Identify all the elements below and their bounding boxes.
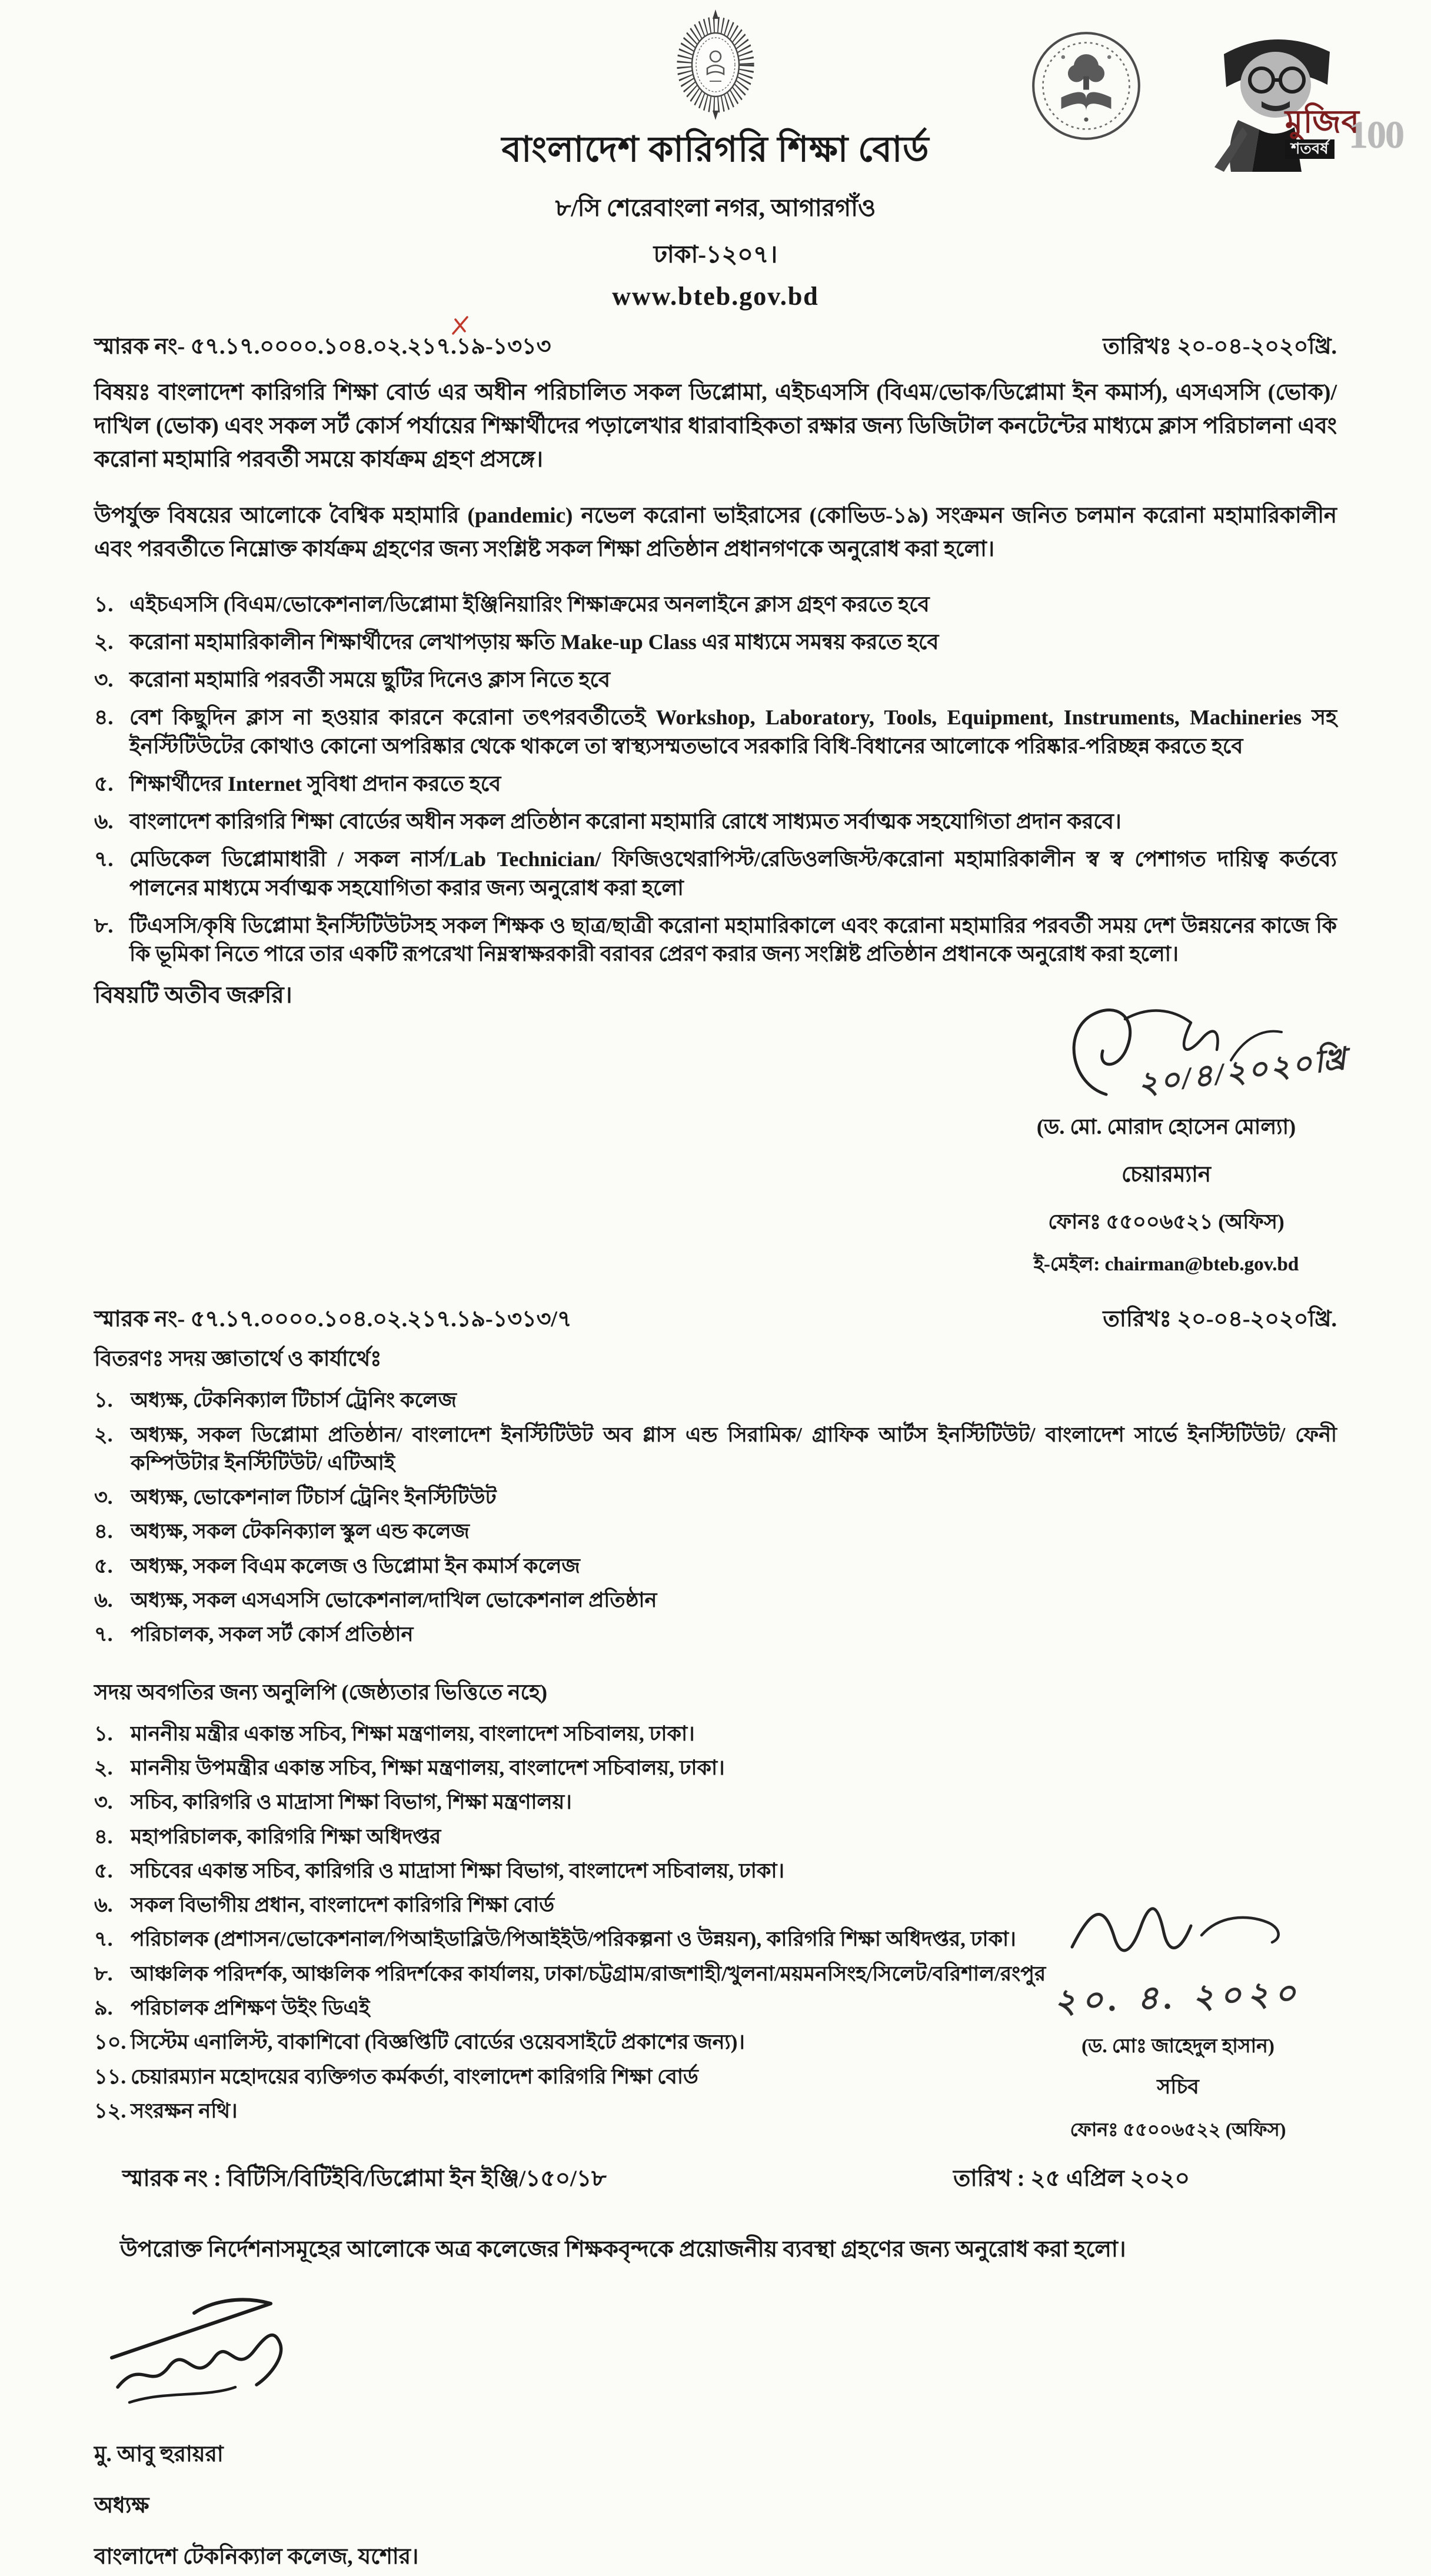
item-number: ৭. (94, 1928, 113, 1951)
item-number: ৪. (94, 1520, 113, 1543)
item-text: অধ্যক্ষ, সকল ডিপ্লোমা প্রতিষ্ঠান/ বাংলাদেশ ইনস্টিটিউট অব গ্লাস এন্ড সিরামিক/ গ্রাফিক আর্টস ইনস্টিটিউট/ বাংলাদেশ সার্ভে ইনস্টিটিউট/ ফেনী কম্পিউটার ইনস্টিটিউট/ এটিআই (131, 1423, 1337, 1475)
cc-item (94, 1788, 1337, 1816)
body-paragraph: উপর্যুক্ত বিষয়ের আলোকে বৈশ্বিক মহামারি (pandemic) নভেল করোনা ভাইরাসের (কোভিড-১৯) সংক্রমন জনিত চলমান করোনা মহামারিকালীন এবং পরবর্তীতে নিম্নোক্ত কার্যক্রম গ্রহণের জন্য সংশ্লিষ্ট সকল শিক্ষা প্রতিষ্ঠান প্রধানগণকে অনুরোধ করা হলো। (94, 504, 1337, 562)
item-number: ৮. (94, 913, 114, 937)
distribution-item (94, 1421, 1337, 1478)
item-text: মাননীয় উপমন্ত্রীর একান্ত সচিব, শিক্ষা মন্ত্রণালয়, বাংলাদেশ সচিবালয়, ঢাকা। (131, 1756, 725, 1779)
item-text: সচিবের একান্ত সচিব, কারিগরি ও মাদ্রাসা শিক্ষা বিভাগ, বাংলাদেশ সচিবালয়, ঢাকা। (131, 1859, 784, 1882)
item-number: ১. (94, 1389, 113, 1412)
mujib-100-number: 100 (1349, 114, 1403, 157)
chairman-email: ই-মেইল: chairman@bteb.gov.bd (1033, 1254, 1299, 1276)
distribution-heading: বিতরণঃ সদয় জ্ঞাতার্থে ও কার্যার্থেঃ (94, 1347, 382, 1371)
item-text: সংরক্ষন নথি। (131, 2099, 238, 2122)
item-number: ৫. (94, 771, 114, 796)
distribution-item (94, 1386, 1337, 1415)
bteb-sunburst-seal-icon (654, 9, 777, 120)
item-number: ৬. (94, 1589, 113, 1612)
chairman-handwritten-date: ২০/৪/২০২০খ্রি (1136, 1042, 1350, 1101)
item-number: ২. (94, 1756, 113, 1779)
principal-org: বাংলাদেশ টেকনিক্যাল কলেজ, যশোর। (94, 2545, 419, 2570)
item-number: ৫. (94, 1859, 113, 1882)
item-number: ৪. (94, 1825, 113, 1848)
cc-item (94, 1857, 1337, 1885)
item-text: পরিচালক, সকল সর্ট কোর্স প্রতিষ্ঠান (131, 1623, 414, 1646)
cc-item (94, 1823, 1337, 1851)
org-address-line2: ঢাকা-১২০৭। (653, 241, 778, 268)
memo-date: তারিখঃ ২০-০৪-২০২০খ্রি. (1103, 1307, 1337, 1332)
memo-date: তারিখঃ ২০-০৪-২০২০খ্রি. (1103, 334, 1337, 359)
secretary-name: (ড. মোঃ জাহেদুল হাসান) (1081, 2035, 1274, 2057)
distribution-list (94, 1386, 1337, 1649)
principal-signature-block (94, 2287, 1337, 2576)
distribution-item (94, 1552, 1337, 1580)
item-number: ১. (94, 1722, 113, 1745)
item-text: মাননীয় মন্ত্রীর একান্ত সচিব, শিক্ষা মন্ত্রণালয়, বাংলাদেশ সচিবালয়, ঢাকা। (131, 1722, 695, 1745)
item-number: ২. (94, 630, 114, 654)
mujib-word: মুজিব (1285, 104, 1360, 140)
item-number: ৩. (94, 1790, 113, 1814)
directive-item (94, 665, 1337, 694)
principal-name: মু. আবু হুরায়রা (94, 2442, 224, 2467)
item-text: এইচএসসি (বিএম/ভোকেশনাল/ডিপ্লোমা ইঞ্জিনিয়ারিং শিক্ষাক্রমের অনলাইনে ক্লাস গ্রহণ করতে হবে (129, 592, 930, 616)
directive-item (94, 911, 1337, 968)
directive-item (94, 590, 1337, 618)
distribution-item (94, 1483, 1337, 1512)
item-number: ৩. (94, 668, 114, 692)
secretary-signature-block (1025, 1888, 1331, 2146)
distribution-item (94, 1620, 1337, 1649)
memo-row-2 (94, 1302, 1337, 1339)
secretary-title: সচিব (1157, 2075, 1199, 2098)
directive-item (94, 770, 1337, 798)
item-text: অধ্যক্ষ, ভোকেশনাল টিচার্স ট্রেনিং ইনস্টিটিউট (131, 1486, 497, 1509)
item-text: আঞ্চলিক পরিদর্শক, আঞ্চলিক পরিদর্শকের কার্যালয়, ঢাকা/চট্টগ্রাম/রাজশাহী/খুলনা/ময়মনসিংহ/সিলেট/বরিশাল/রংপুর (131, 1962, 1046, 1985)
secretary-phone: ফোনঃ ৫৫০০৬৫২২ (অফিস) (1070, 2118, 1286, 2140)
item-number: ৭. (94, 847, 114, 871)
item-text: অধ্যক্ষ, টেকনিক্যাল টিচার্স ট্রেনিং কলেজ (131, 1389, 457, 1412)
distribution-item (94, 1517, 1337, 1546)
item-number: ৪. (94, 705, 114, 730)
education-board-round-seal-icon (1029, 28, 1144, 144)
mujib-100-wordmark (1285, 104, 1403, 159)
memo-row-1 (94, 329, 1337, 367)
urgent-note: বিষয়টি অতীব জরুরি। (94, 983, 292, 1009)
secretary-signature-icon (1060, 1888, 1296, 1971)
secretary-handwritten-date: ২০. ৪. ২০২০ (1053, 1975, 1303, 2020)
item-text: অধ্যক্ষ, সকল টেকনিক্যাল স্কুল এন্ড কলেজ (131, 1520, 470, 1543)
item-number: ১০. (94, 2031, 127, 2054)
secretary-signature-area (1025, 1888, 1331, 1976)
item-text: করোনা মহামারি পরবর্তী সময়ে ছুটির দিনেও ক্লাস নিতে হবে (129, 668, 610, 692)
chairman-signature-block (1001, 996, 1350, 1282)
subject-line: বিষয়ঃ বাংলাদেশ কারিগরি শিক্ষা বোর্ড এর অধীন পরিচালিত সকল ডিপ্লোমা, এইচএসসি (বিএম/ভোক/ডিপ্লোমা ইন কমার্স), এসএসসি (ভোক)/দাখিল (ভোক) এবং সকল সর্ট কোর্স পর্যায়ের শিক্ষার্থীদের পড়ালেখার ধারাবাহিকতা রক্ষার জন্য ডিজিটাল কনটেন্টের মাধ্যমে ক্লাস পরিচালনা এবং করোনা মহামারি পরবর্তী সময়ে কার্যক্রম গ্রহণ প্রসঙ্গে। (94, 380, 1337, 472)
item-text: বাংলাদেশ কারিগরি শিক্ষা বোর্ডের অধীন সকল প্রতিষ্ঠান করোনা মহামারি রোধে সাধ্যমত সর্বাত্মক সহযোগিতা প্রদান করবে। (129, 810, 1121, 834)
directive-list (94, 590, 1337, 969)
principal-signature-icon (94, 2287, 377, 2422)
item-number: ১২. (94, 2099, 127, 2122)
directive-item (94, 807, 1337, 836)
cc-heading: সদয় অবগতির জন্য অনুলিপি (জেষ্ঠ্যতার ভিত্তিতে নহে) (94, 1680, 547, 1704)
item-number: ৮. (94, 1962, 113, 1985)
memo-row-3 (94, 2161, 1337, 2199)
mujib-100-logo (1191, 28, 1403, 175)
item-number: ১১. (94, 2065, 127, 2088)
item-text: টিএসসি/কৃষি ডিপ্লোমা ইনস্টিটিউটসহ সকল শিক্ষক ও ছাত্র/ছাত্রী করোনা মহামারিকালে এবং করোনা মহামারির পরবর্তী সময় দেশ উন্নয়নের কাজে কি কি ভূমিকা নিতে পারে তার একটি রূপরেখা নিম্নস্বাক্ষরকারী বরাবর প্রেরণ করার জন্য সংশ্লিষ্ট প্রতিষ্ঠান প্রধানকে অনুরোধ করা হলো। (129, 913, 1337, 966)
chairman-name: (ড. মো. মোরাদ হোসেন মোল্যা) (1036, 1115, 1296, 1139)
memo-number: স্মারক নং : বিটিসি/বিটিইবি/ডিপ্লোমা ইন ইঞ্জি/১৫০/১৮ (122, 2166, 607, 2192)
item-text: শিক্ষার্থীদের Internet সুবিধা প্রদান করতে হবে (129, 771, 501, 796)
memo-number: স্মারক নং- ৫৭.১৭.০০০০.১০৪.০২.২১৭.১৯-১৩১৩ (94, 334, 551, 359)
org-address-line1: ৮/সি শেরেবাংলা নগর, আগারগাঁও (555, 194, 876, 221)
directive-item (94, 703, 1337, 760)
cc-item (94, 1720, 1337, 1748)
item-text: মহাপরিচালক, কারিগরি শিক্ষা অধিদপ্তর (131, 1825, 441, 1848)
chairman-signature-area (1001, 996, 1350, 1107)
item-number: ২. (94, 1423, 113, 1446)
cc-item (94, 1754, 1337, 1782)
memo-number: স্মারক নং- ৫৭.১৭.০০০০.১০৪.০২.২১৭.১৯-১৩১৩/৭ (94, 1307, 572, 1332)
distribution-item (94, 1586, 1337, 1615)
shotoborsho-word: শতবর্ষ (1285, 139, 1335, 159)
chairman-title: চেয়ারম্যান (1121, 1163, 1211, 1187)
item-text: অধ্যক্ষ, সকল এসএসসি ভোকেশনাল/দাখিল ভোকেশনাল প্রতিষ্ঠান (131, 1589, 657, 1612)
item-text: চেয়ারম্যান মহোদয়ের ব্যক্তিগত কর্মকর্তা, বাংলাদেশ কারিগরি শিক্ষা বোর্ড (131, 2065, 698, 2088)
item-number: ৬. (94, 810, 114, 834)
item-text: সিস্টেম এনালিস্ট, বাকাশিবো (বিজ্ঞপ্তিটি বোর্ডের ওয়েবসাইটে প্রকাশের জন্য)। (131, 2031, 745, 2054)
item-text: পরিচালক (প্রশাসন/ভোকেশনাল/পিআইডাব্লিউ/পিআইইউ/পরিকল্পনা ও উন্নয়ন), কারিগরি শিক্ষা অধিদপ্তর, ঢাকা। (131, 1928, 1016, 1951)
cc-section (94, 1676, 1337, 2140)
directive-item (94, 628, 1337, 656)
forwarding-note: উপরোক্ত নির্দেশনাসমূহের আলোকে অত্র কলেজের শিক্ষকবৃন্দকে প্রয়োজনীয় ব্যবস্থা গ্রহণের জন্য অনুরোধ করা হলো। (120, 2237, 1126, 2262)
memo-date: তারিখ : ২৫ এপ্রিল ২০২০ (953, 2166, 1190, 2192)
principal-title: অধ্যক্ষ (94, 2494, 149, 2518)
item-text: করোনা মহামারিকালীন শিক্ষার্থীদের লেখাপড়ায় ক্ষতি Make-up Class এর মাধ্যমে সমন্বয় করতে হবে (129, 630, 939, 654)
chairman-phone: ফোনঃ ৫৫০০৬৫২১ (অফিস) (1048, 1210, 1284, 1234)
item-text: পরিচালক প্রশিক্ষণ উইং ডিএই (131, 1996, 370, 2020)
org-name: বাংলাদেশ কারিগরি শিক্ষা বোর্ড (501, 130, 930, 169)
item-text: সচিব, কারিগরি ও মাদ্রাসা শিক্ষা বিভাগ, শিক্ষা মন্ত্রণালয়। (131, 1790, 572, 1814)
directive-item (94, 845, 1337, 901)
item-text: মেডিকেল ডিপ্লোমাধারী / সকল নার্স/Lab Technician/ ফিজিওথেরাপিস্ট/রেডিওলজিস্ট/করোনা মহামারিকালীন স্ব স্ব পেশাগত দায়িত্ব কর্তব্যে পালনের মাধ্যমে সর্বাত্মক সহযোগিতা করার জন্য অনুরোধ করা হলো (129, 847, 1337, 900)
item-number: ১. (94, 592, 114, 616)
item-text: বেশ কিছুদিন ক্লাস না হওয়ার কারনে করোনা তৎপরবর্তীতেই Workshop, Laboratory, Tools, Equipment, Instruments, Machineries সহ ইনস্টিটিউটের কোথাও কোনো অপরিষ্কার থেকে থাকলে তা স্বাস্থ্যসম্মতভাবে সরকারি বিধি-বিধানের আলোকে পরিষ্কার-পরিচ্ছন্ন করতে হবে (129, 705, 1337, 758)
item-number: ৭. (94, 1623, 113, 1646)
red-pen-mark-icon (447, 314, 473, 340)
item-text: সকল বিভাগীয় প্রধান, বাংলাদেশ কারিগরি শিক্ষা বোর্ড (131, 1893, 555, 1917)
item-text: অধ্যক্ষ, সকল বিএম কলেজ ও ডিপ্লোমা ইন কমার্স কলেজ (131, 1554, 580, 1577)
header-side-logos (1029, 28, 1403, 175)
item-number: ৩. (94, 1486, 113, 1509)
item-number: ৬. (94, 1893, 113, 1917)
item-number: ৫. (94, 1554, 113, 1577)
org-website: www.bteb.gov.bd (612, 282, 819, 311)
item-number: ৯. (94, 1996, 113, 2020)
